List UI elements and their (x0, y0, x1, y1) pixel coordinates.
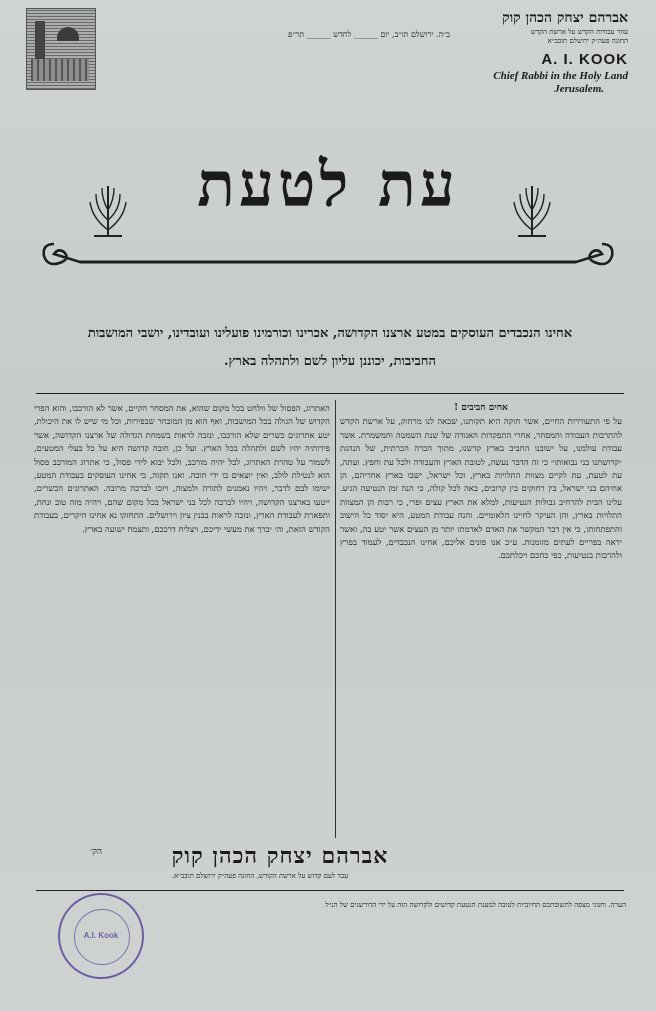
title-scroll-underline (40, 238, 616, 278)
greeting: אחים חביבים ! (454, 403, 508, 413)
column-divider (335, 400, 336, 838)
letterhead-city-latin: Jerusalem. (554, 83, 604, 95)
footnote: הערה. וחנוני מצפה לתשובתכם החיוביות לטובה למענת הנטעת קדושים ולקדושה הזה על ידי הדורשנים של הנ״ל (325, 901, 626, 909)
body-text-left: האתרוג, הפסול של וולחט בכל מקום שהוא, את המסחר הקיים, אשר לא הורכבו, והוא הפרי הקדוש של הגולה בכל המושבות, ואף הוא מן המובחר שבפירות, וכל מי שיש לו את היכולת, יטע אתרוגים כשרים שלא הורכבו, ונזכה לראות בשמחת הגדולה של ארצנו הקדושה, אשר פירותיה יהיו לשם ולתהלה בכל הארץ. ועל כן, חובה קדושה היא על כל בעלי המטעים, לשמור על טהרת האתרוג, לבל יהיה מורכב, ולבל יבוא לידי פסול, כי אתרוג המורכב פסול הוא לנטילת לולב, ואין יוצאים בו ידי חובה. ואנו תקוה, כי אחינו העוסקים בעבודת המטע, ישימו לבם לדבר, ויהיו נאמנים לתורה ולמצוה, ויזכו לברכה מרובה. האתרוגים הכשרים, ייטעו בארצנו הקדושה, ויהיו לברכה לכל בני ישראל בכל מקום שהם, ויהיה מזה טוב ונחת, ותפארת לעבודת הארץ, ונזכה לראות בבנין ציון וירושלים. התחזקו נא אחינו היקרים, בעבודת הקודש הזאת, וה׳ יברך את מעשי ידיכם, ויצליח דרככם, ותצמח ישועה בארץ. (34, 403, 330, 534)
left-plant-ornament (84, 180, 132, 238)
address-block (36, 320, 624, 376)
letterhead-name-hebrew: אברהם יצחק הכהן קוק (502, 10, 628, 26)
bottom-rule (36, 890, 624, 891)
address-line-2: החביבות, יכוננן עליון לשם ולתהלה בארץ. (224, 354, 436, 369)
rabbinate-stamp (58, 893, 144, 979)
jerusalem-woodcut-image (26, 8, 96, 90)
letterhead-title-latin: Chief Rabbi in the Holy Land (493, 70, 628, 82)
page-title: עת לטעת (197, 148, 459, 221)
dateline: ב״ה. ירושלם תו״ב, יום ______ לחדש ______ תר״פ (288, 30, 450, 39)
top-rule (36, 393, 624, 394)
letterhead (428, 10, 628, 95)
address-line-1: אחינו הנכבדים העוסקים במטע ארצנו הקדושה, אכרינו וכורמינו פועלינו ועובדינו, יושבי המושבות (87, 326, 573, 341)
signature-subtitle: עבד לעם קדוש על ארשת הקודש, החונה פעה״ק ירושלם תובב״א. (171, 872, 349, 880)
right-plant-ornament (508, 180, 556, 238)
body-text-right: על פי התעוררות החיים, אשר חוקה היא תקותנו, שבאה לנו מרחוק, על ארשת הקדש להתרבות העבודה והמסחר, אחרי התפקדות האגודה של שנת השמטה והמשמרת. אשר עבודת עולמנו, על ישובנו החביב בארץ קדשנו, מתוך הכרה הכרתית, של הנהגת ״קדושתנו בני נבואותו״ כי זה הדבר נעשה, לטובת הארץ והעבודה ולכל עת וחפץ. ועתה, עת לטעת, עת לקיים מצוות התלויות בארץ, וכל ישראל, ישבו בארץ אחריהם, הן אחיהם בני ישראל, בין רחוקים בין קרובים, באה לכל קולה, כי הנה זמן הנטיעה הגיע. עלינו הבית להרחיב גבולות הנטיעות, למלא את הארץ עצים ופרי, כי רבות הן המצוות התלויות בארץ, והן העיקר לחיינו הלאומיים. והנה עבודת המטע, היא יסוד כל הישוב והתפתחותו, כי אין דבר המקשר את האדם לאדמתו יותר מן העצים אשר יטע בה, ואשר יראה בפריים לעתים מזומנות. ע״כ אנו פונים אליכם, אחינו הנכבדים, לעמוד בפרץ ולהרבות בנטיעות, כפי כחכם ויכלתכם. (340, 416, 622, 561)
body-column-right (340, 402, 622, 842)
body-column-left (34, 402, 330, 814)
signature-prefix: הק׳ (90, 847, 103, 857)
letterhead-name-latin: A. I. KOOK (541, 51, 628, 68)
stamp-text: A.I. Kook (83, 931, 119, 940)
signature: אברהם יצחק הכהן קוק (171, 843, 389, 869)
letterhead-subtitle: עוזר עבודות הקדש על ארשת הקדש (530, 28, 628, 36)
letterhead-address: החונה פעה״ק ירושלם תובב״א (547, 37, 628, 45)
